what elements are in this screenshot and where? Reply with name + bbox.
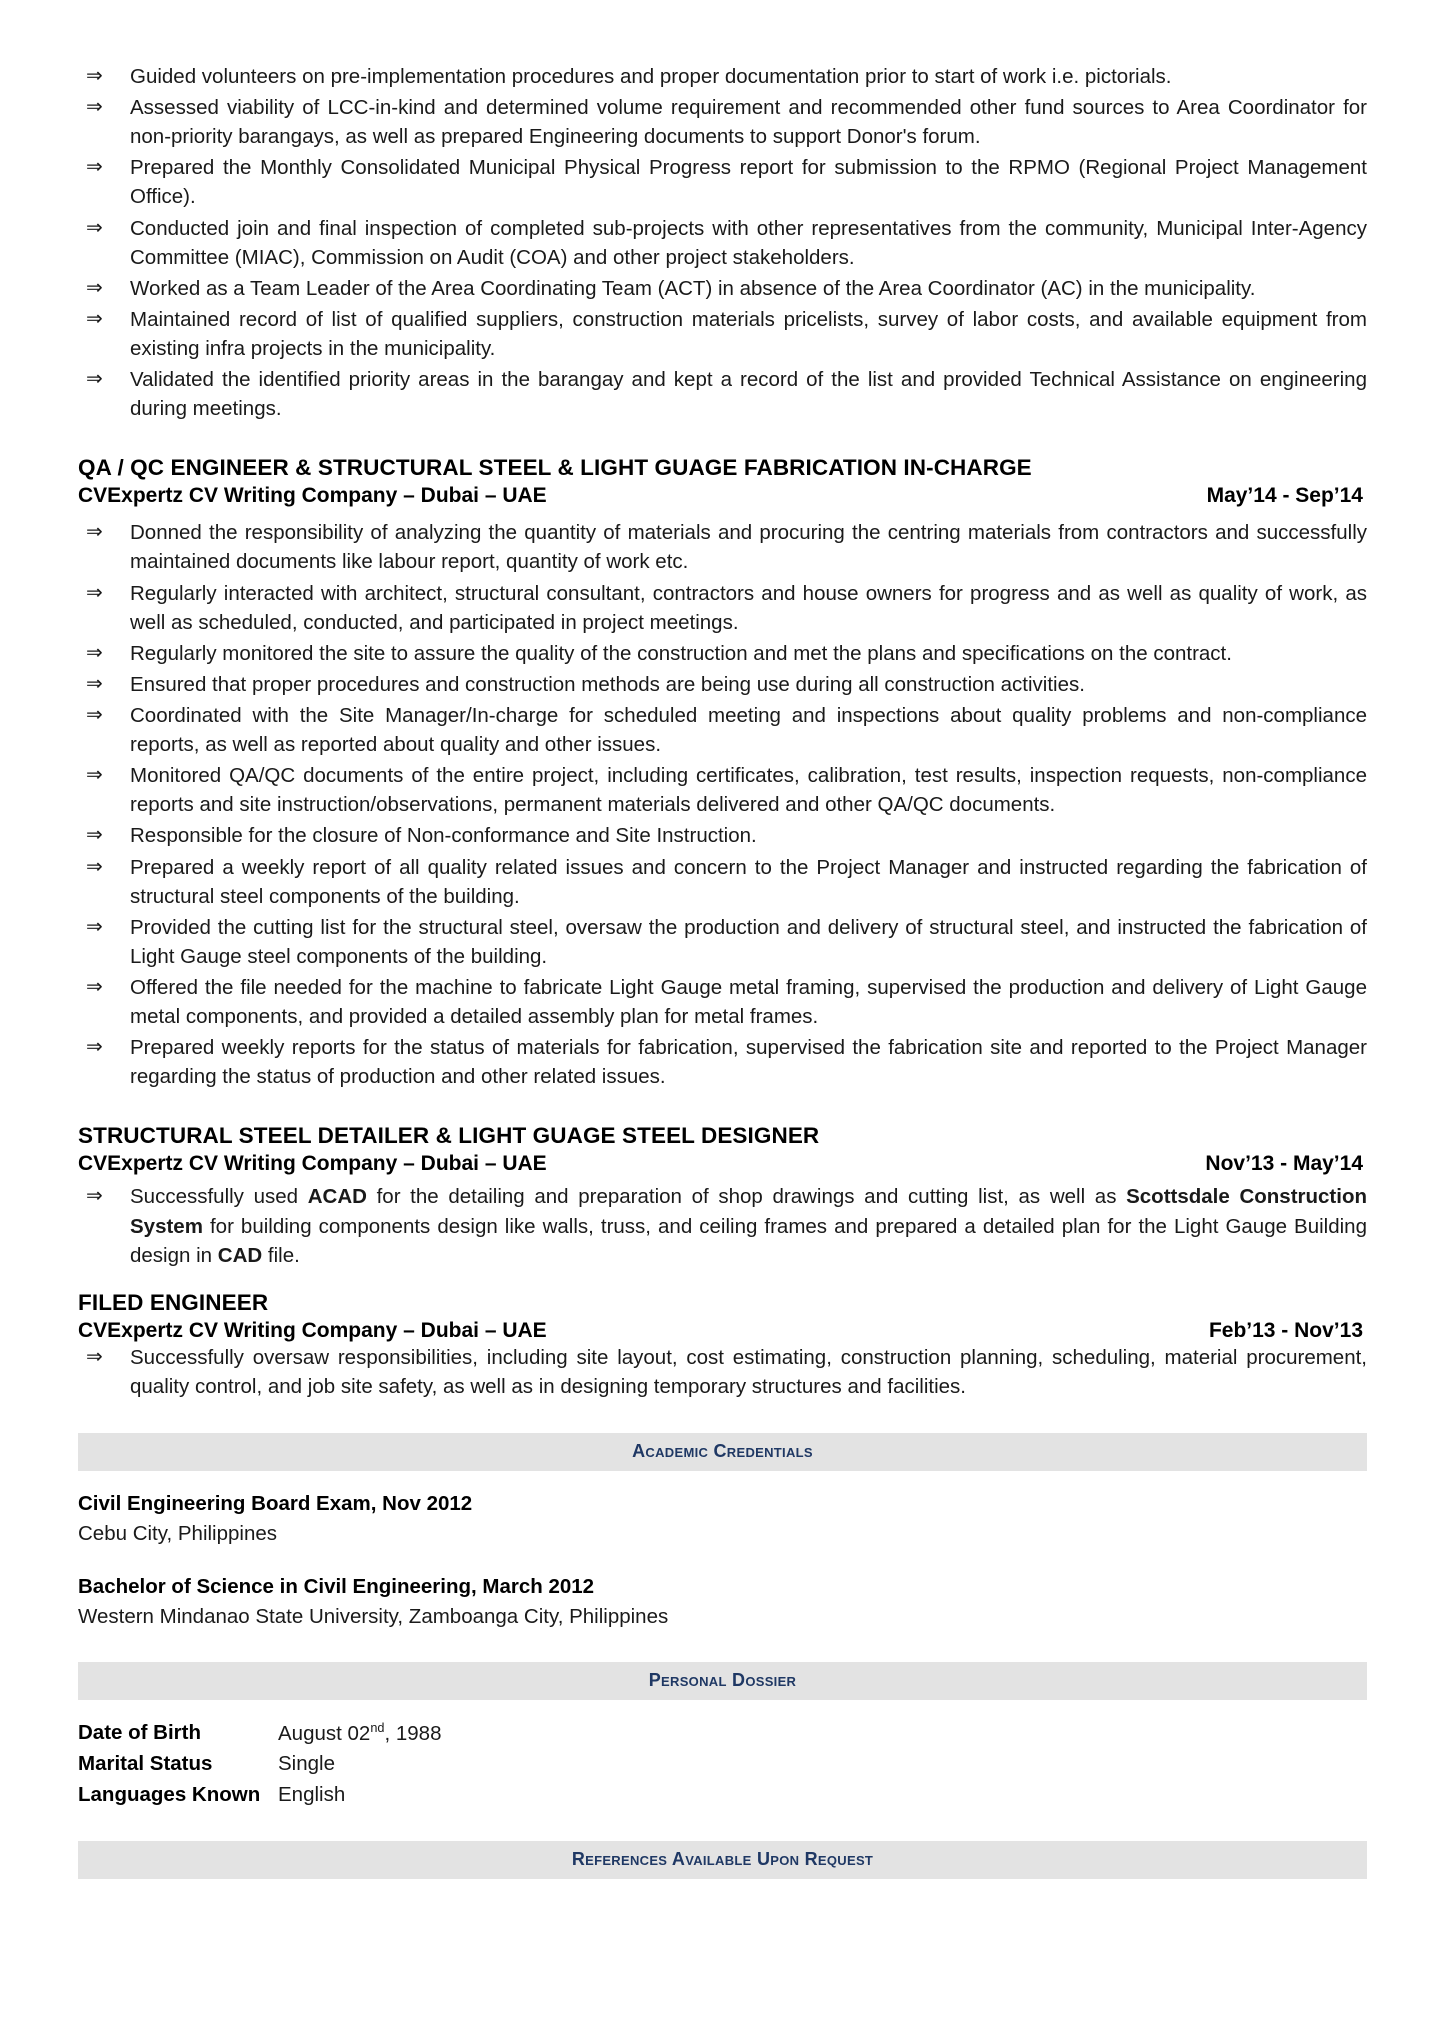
academic-entry	[78, 1489, 1367, 1548]
bullet-item	[78, 579, 1367, 637]
personal-dossier-table	[78, 1718, 1367, 1811]
bullet-item	[78, 853, 1367, 911]
section-title: Academic Credentials	[632, 1440, 813, 1461]
bullet-text: Ensured that proper procedures and construction methods are being use during all construction activities.	[130, 672, 1085, 696]
bullet-item	[78, 274, 1367, 303]
job-meta	[78, 1319, 1367, 1343]
bullet-arrow-icon: ⇒	[86, 764, 103, 787]
bullet-text: Regularly interacted with architect, structural consultant, contractors and house owners for progress and as well as quality of work, as well as scheduled, conducted, and participated in project meetings.	[130, 581, 1367, 634]
bullet-text: Prepared a weekly report of all quality related issues and concern to the Project Manager and instructed regarding the fabrication of structural steel components of the building.	[130, 855, 1367, 908]
spacer	[78, 1632, 1367, 1662]
bullet-text: Prepared the Monthly Consolidated Municipal Physical Progress report for submission to the RPMO (Regional Project Management Office).	[130, 156, 1367, 209]
bullet-text: Conducted join and final inspection of completed sub-projects with other representatives from the community, Municipal Inter-Agency Committee (MIAC), Commission on Audit (COA) and other project stakeholders.	[130, 216, 1367, 269]
bullet-arrow-icon: ⇒	[86, 96, 103, 119]
bullet-arrow-icon: ⇒	[86, 915, 103, 938]
bullet-arrow-icon: ⇒	[86, 1036, 103, 1059]
dossier-value: Single	[278, 1752, 335, 1776]
bullet-arrow-icon: ⇒	[86, 1345, 103, 1368]
section-header-personal-dossier	[78, 1662, 1367, 1700]
dossier-value: August 02nd, 1988	[278, 1719, 442, 1745]
bullet-item	[78, 93, 1367, 151]
bullet-text: Successfully oversaw responsibilities, including site layout, cost estimating, construction planning, scheduling, material procurement, quality control, and job site safety, as well as in designing temporary structures and facilities.	[130, 1345, 1367, 1398]
bullet-text-run: for the detailing and preparation of shop drawings and cutting list, as well as	[366, 1185, 1127, 1209]
job-block-structural-steel-detailer	[78, 1123, 1367, 1269]
job-title: STRUCTURAL STEEL DETAILER & LIGHT GUAGE STEEL DESIGNER	[78, 1123, 820, 1149]
spacer	[78, 425, 1367, 455]
job-bullet-list	[78, 1343, 1367, 1401]
section-title: Personal Dossier	[648, 1669, 797, 1690]
bullet-item	[78, 639, 1367, 668]
spacer	[78, 1272, 1367, 1290]
bullet-item	[78, 214, 1367, 272]
academic-entry	[78, 1572, 1367, 1631]
bullet-arrow-icon: ⇒	[86, 65, 103, 87]
section-header-academic-credentials	[78, 1433, 1367, 1471]
bullet-text: Guided volunteers on pre-implementation procedures and proper documentation prior to start of work i.e. pictorials.	[130, 65, 1172, 88]
job-meta	[78, 484, 1367, 508]
bullet-item	[78, 913, 1367, 971]
bullet-text-run: Successfully used	[130, 1185, 308, 1209]
bullet-item	[78, 62, 1367, 91]
bullet-text	[130, 1185, 1367, 1266]
bullet-text: Worked as a Team Leader of the Area Coordinating Team (ACT) in absence of the Area Coordinator (AC) in the municipality.	[130, 276, 1256, 300]
spacer	[78, 508, 1367, 518]
job-title: QA / QC ENGINEER & STRUCTURAL STEEL & LIGHT GUAGE FABRICATION IN-CHARGE	[78, 455, 1032, 481]
ordinal-suffix: nd	[370, 1719, 385, 1735]
bullet-item	[78, 670, 1367, 699]
job-bullet-list	[78, 1182, 1367, 1269]
bullet-text: Responsible for the closure of Non-conformance and Site Instruction.	[130, 824, 757, 848]
bullet-arrow-icon: ⇒	[86, 216, 103, 239]
job-title: FILED ENGINEER	[78, 1289, 269, 1315]
bullet-arrow-icon: ⇒	[86, 276, 103, 299]
dossier-row	[78, 1780, 1367, 1811]
dossier-value: English	[278, 1783, 346, 1807]
bullet-arrow-icon: ⇒	[86, 521, 103, 544]
bullet-item	[78, 305, 1367, 363]
bullet-text: Donned the responsibility of analyzing the quantity of materials and procuring the centring materials from contractors and successfully maintained documents like labour report, quantity of work etc.	[130, 521, 1367, 574]
academic-degree: Bachelor of Science in Civil Engineering, March 2012	[78, 1575, 595, 1599]
bullet-text: Offered the file needed for the machine to fabricate Light Gauge metal framing, supervised the production and delivery of Light Gauge metal components, and provided a detailed assembly plan for metal frames.	[130, 975, 1367, 1029]
job-block-filed-engineer	[78, 1290, 1367, 1401]
bullet-arrow-icon: ⇒	[86, 672, 103, 695]
bullet-arrow-icon: ⇒	[86, 1185, 103, 1208]
job-block-qa-qc-engineer	[78, 455, 1367, 1091]
spacer	[78, 1811, 1367, 1841]
bullet-text: Regularly monitored the site to assure the quality of the construction and met the plans and specifications on the contract.	[130, 641, 1232, 665]
bullet-arrow-icon: ⇒	[86, 581, 103, 604]
bullet-arrow-icon: ⇒	[86, 855, 103, 878]
bullet-text-run: for building components design like walls, truss, and ceiling frames and prepared a detailed plan for the Light Gauge Building design in	[130, 1214, 1367, 1267]
bullet-text-emphasis: ACAD	[307, 1185, 367, 1209]
bullet-item	[78, 365, 1367, 423]
dossier-label: Languages Known	[78, 1783, 261, 1807]
bullet-item	[78, 1033, 1367, 1091]
bullet-arrow-icon: ⇒	[86, 368, 103, 391]
dossier-label: Marital Status	[78, 1752, 213, 1776]
academic-entry-list	[78, 1489, 1367, 1632]
job-meta	[78, 1152, 1367, 1176]
job-company: CVExpertz CV Writing Company – Dubai – UAE	[78, 1318, 547, 1342]
dossier-row	[78, 1718, 1367, 1750]
dossier-row	[78, 1749, 1367, 1780]
job-company: CVExpertz CV Writing Company – Dubai – UAE	[78, 484, 547, 508]
bullet-text-run: file.	[262, 1243, 300, 1267]
bullet-item	[78, 1343, 1367, 1401]
job-dates: Feb’13 - Nov’13	[1208, 1318, 1363, 1342]
bullet-arrow-icon: ⇒	[86, 156, 103, 179]
academic-institution: Cebu City, Philippines	[78, 1521, 278, 1545]
bullet-arrow-icon: ⇒	[86, 703, 103, 726]
bullet-item	[78, 761, 1367, 819]
bullet-text: Provided the cutting list for the structural steel, oversaw the production and delivery of structural steel, and instructed the fabrication of Light Gauge steel components of the building.	[130, 915, 1367, 968]
bullet-text-emphasis: CAD	[217, 1243, 263, 1267]
spacer	[78, 1403, 1367, 1433]
bullet-text-emphasis: Scottsdale Construction System	[130, 1185, 1367, 1238]
bullet-text: Prepared weekly reports for the status of materials for fabrication, supervised the fabrication site and reported to the Project Manager regarding the status of production and other related issues.	[130, 1036, 1367, 1089]
job-dates: Nov’13 - May’14	[1205, 1152, 1363, 1176]
section-header-references	[78, 1841, 1367, 1879]
bullet-item	[78, 518, 1367, 576]
bullet-item	[78, 701, 1367, 759]
page-content	[78, 62, 1367, 1879]
job-bullet-list	[78, 518, 1367, 1091]
bullet-arrow-icon: ⇒	[86, 307, 103, 330]
bullet-item	[78, 153, 1367, 211]
spacer	[78, 1700, 1367, 1718]
section-title: References Available Upon Request	[571, 1848, 874, 1869]
bullet-text: Monitored QA/QC documents of the entire project, including certificates, calibration, test results, inspection requests, non-compliance reports and site instruction/observations, permanent materials delivered and other QA/QC documents.	[130, 764, 1367, 817]
spacer	[78, 1471, 1367, 1489]
bullet-arrow-icon: ⇒	[86, 641, 103, 664]
bullet-item	[78, 821, 1367, 850]
bullet-item	[78, 973, 1367, 1031]
bullet-text: Validated the identified priority areas in the barangay and kept a record of the list and provided Technical Assistance on engineering during meetings.	[130, 368, 1367, 421]
bullet-text: Coordinated with the Site Manager/In-charge for scheduled meeting and inspections about quality problems and non-compliance reports, as well as reported about quality and other issues.	[130, 703, 1367, 757]
spacer	[78, 1093, 1367, 1123]
academic-institution: Western Mindanao State University, Zamboanga City, Philippines	[78, 1605, 669, 1629]
bullet-item	[78, 1182, 1367, 1269]
experience-bullet-list-continued	[78, 62, 1367, 423]
academic-degree: Civil Engineering Board Exam, Nov 2012	[78, 1491, 473, 1515]
bullet-arrow-icon: ⇒	[86, 975, 103, 998]
job-company: CVExpertz CV Writing Company – Dubai – UAE	[78, 1152, 547, 1176]
bullet-text: Assessed viability of LCC-in-kind and determined volume requirement and recommended other fund sources to Area Coordinator for non-priority barangays, as well as prepared Engineering documents to support Donor's forum.	[130, 96, 1367, 149]
dossier-label: Date of Birth	[78, 1720, 201, 1744]
bullet-text: Maintained record of list of qualified suppliers, construction materials pricelists, survey of labor costs, and available equipment from existing infra projects in the municipality.	[130, 307, 1367, 360]
bullet-arrow-icon: ⇒	[86, 824, 103, 847]
job-dates: May’14 - Sep’14	[1206, 484, 1363, 508]
